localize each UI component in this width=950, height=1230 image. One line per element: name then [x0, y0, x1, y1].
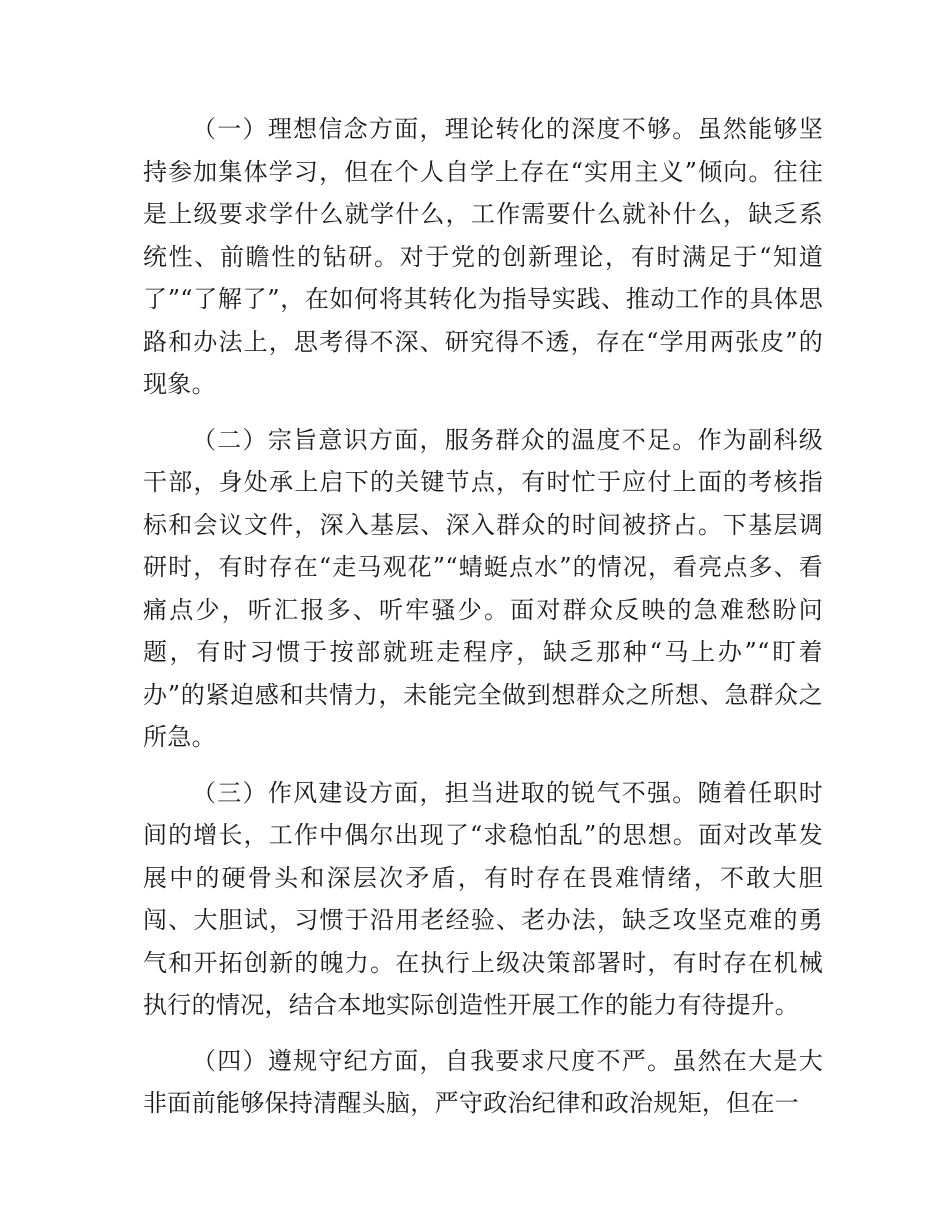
paragraph-purpose-awareness: （二）宗旨意识方面，服务群众的温度不足。作为副科级干部，身处承上启下的关键节点，有时忙于应付上面的考核指标和会议文件，深入基层、深入群众的时间被挤占。下基层调研时，有时存在“走马观花”“蜻蜓点水”的情况，看亮点多、看痛点少，听汇报多、听牢骚少。面对群众反映的急难愁盼问题，有时习惯于按部就班走程序，缺乏那种“马上办”“盯着办”的紧迫感和共情力，未能完全做到想群众之所想、急群众之所急。 — [143, 425, 823, 751]
paragraph-work-style: （三）作风建设方面，担当进取的锐气不强。随着任职时间的增长，工作中偶尔出现了“求稳怕乱”的思想。面对改革发展中的硬骨头和深层次矛盾，有时存在畏难情绪，不敢大胆闯、大胆试，习惯于沿用老经验、老办法，缺乏攻坚克难的勇气和开拓创新的魄力。在执行上级决策部署时，有时存在机械执行的情况，结合本地实际创造性开展工作的能力有待提升。 — [143, 778, 823, 1019]
paragraph-discipline: （四）遵规守纪方面，自我要求尺度不严。虽然在大是大非面前能够保持清醒头脑，严守政治纪律和政治规矩，但在一 — [143, 1046, 823, 1117]
paragraph-ideals-beliefs: （一）理想信念方面，理论转化的深度不够。虽然能够坚持参加集体学习，但在个人自学上存在“实用主义”倾向。往往是上级要求学什么就学什么，工作需要什么就补什么，缺乏系统性、前瞻性的钻研。对于党的创新理论，有时满足于“知道了”“了解了”，在如何将其转化为指导实践、推动工作的具体思路和办法上，思考得不深、研究得不透，存在“学用两张皮”的现象。 — [143, 115, 823, 398]
document-body — [143, 108, 823, 1125]
